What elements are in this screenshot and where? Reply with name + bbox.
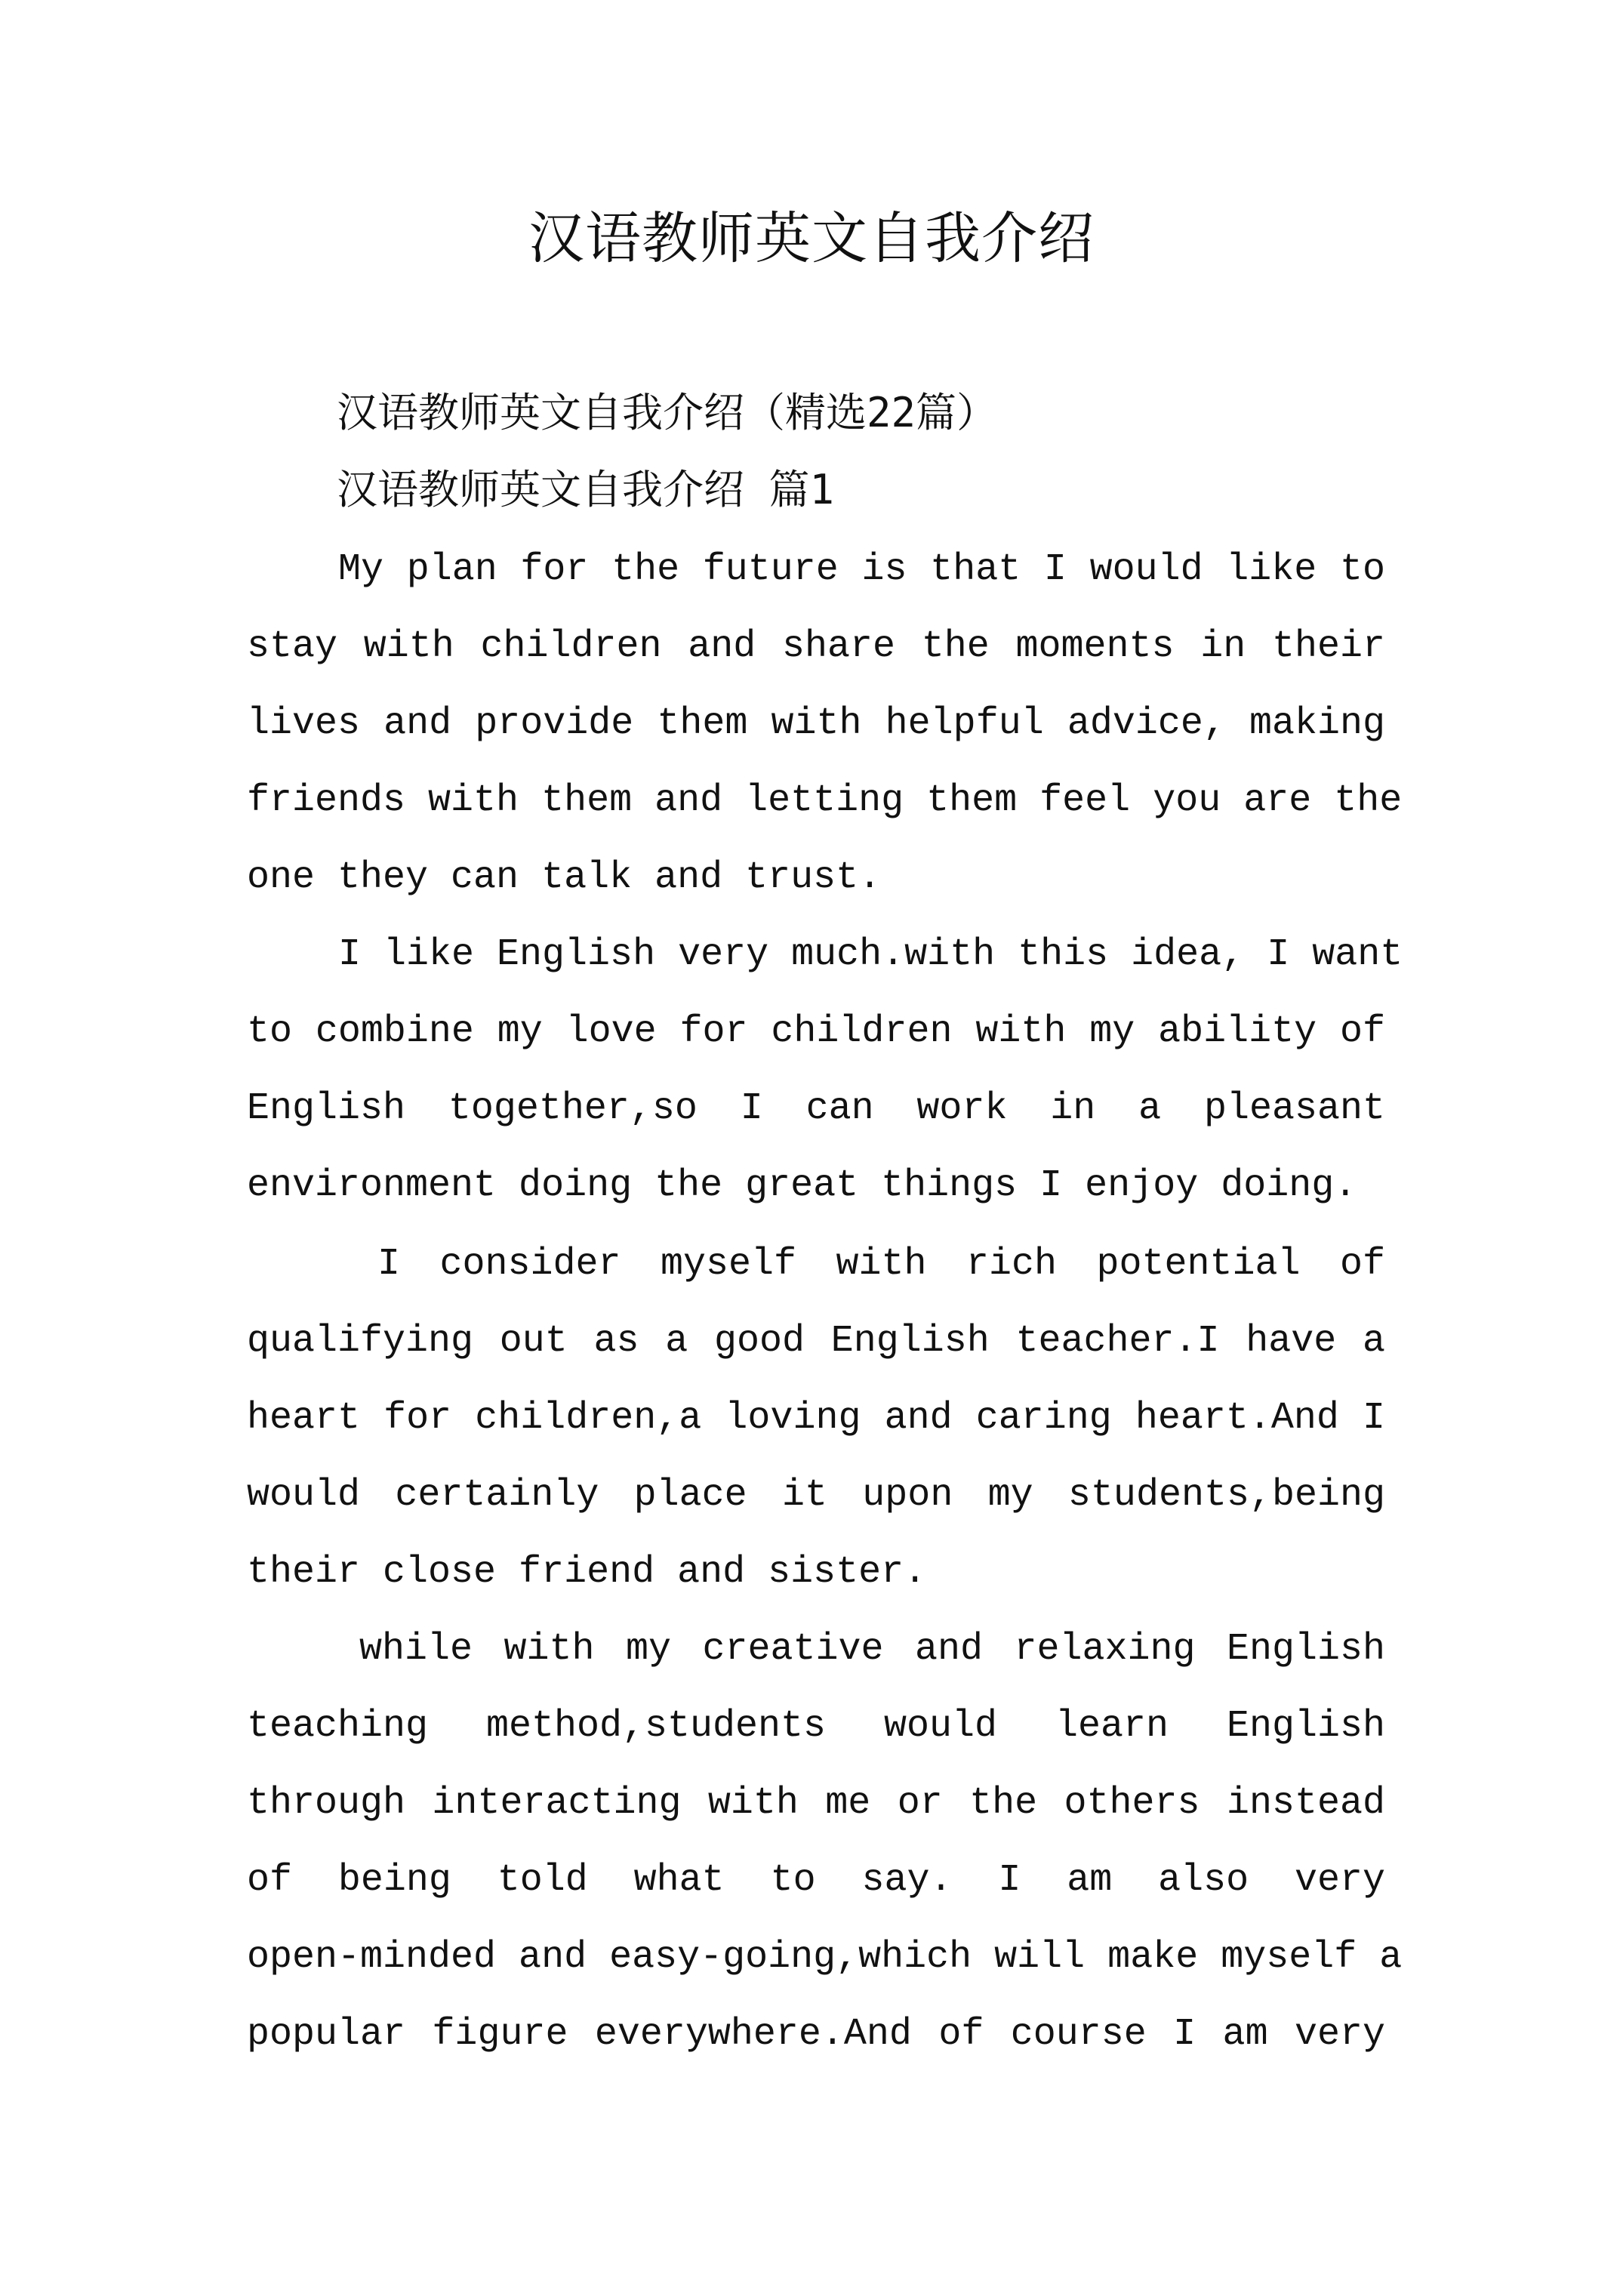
text-line: teaching method,students would learn English bbox=[247, 1705, 1385, 1748]
text-line: I like English very much.with this idea, I want bbox=[338, 933, 1403, 976]
text-line: of being told what to say. I am also very bbox=[247, 1859, 1385, 1902]
text-line: I consider myself with rich potential of bbox=[377, 1243, 1385, 1286]
text-line: through interacting with me or the others instead bbox=[247, 1782, 1385, 1825]
text-line: would certainly place it upon my students,being bbox=[247, 1474, 1385, 1517]
text-line: qualifying out as a good English teacher.I have a bbox=[247, 1320, 1385, 1363]
section-heading: 汉语教师英文自我介绍 篇1 bbox=[337, 466, 835, 513]
text-line: open-minded and easy-going,which will make myself a bbox=[247, 1936, 1403, 1979]
text-line: stay with children and share the moments in their bbox=[247, 625, 1385, 668]
text-line: while with my creative and relaxing English bbox=[359, 1628, 1385, 1671]
document-subtitle: 汉语教师英文自我介绍（精选22篇） bbox=[337, 389, 998, 436]
text-line: one they can talk and trust. bbox=[247, 856, 882, 899]
text-line: friends with them and letting them feel you are the bbox=[247, 779, 1403, 822]
text-line: My plan for the future is that I would like to bbox=[338, 548, 1385, 591]
text-line: popular figure everywhere.And of course I am very bbox=[247, 2013, 1385, 2056]
document-title: 汉语教师英文自我介绍 bbox=[528, 206, 1095, 271]
text-line: to combine my love for children with my ability of bbox=[247, 1010, 1385, 1053]
text-line: their close friend and sister. bbox=[247, 1551, 927, 1594]
text-line: English together,so I can work in a pleasant bbox=[247, 1087, 1385, 1130]
text-line: lives and provide them with helpful advice, making bbox=[247, 702, 1385, 745]
text-line: heart for children,a loving and caring heart.And I bbox=[247, 1397, 1385, 1440]
text-line: environment doing the great things I enjoy doing. bbox=[247, 1164, 1357, 1207]
